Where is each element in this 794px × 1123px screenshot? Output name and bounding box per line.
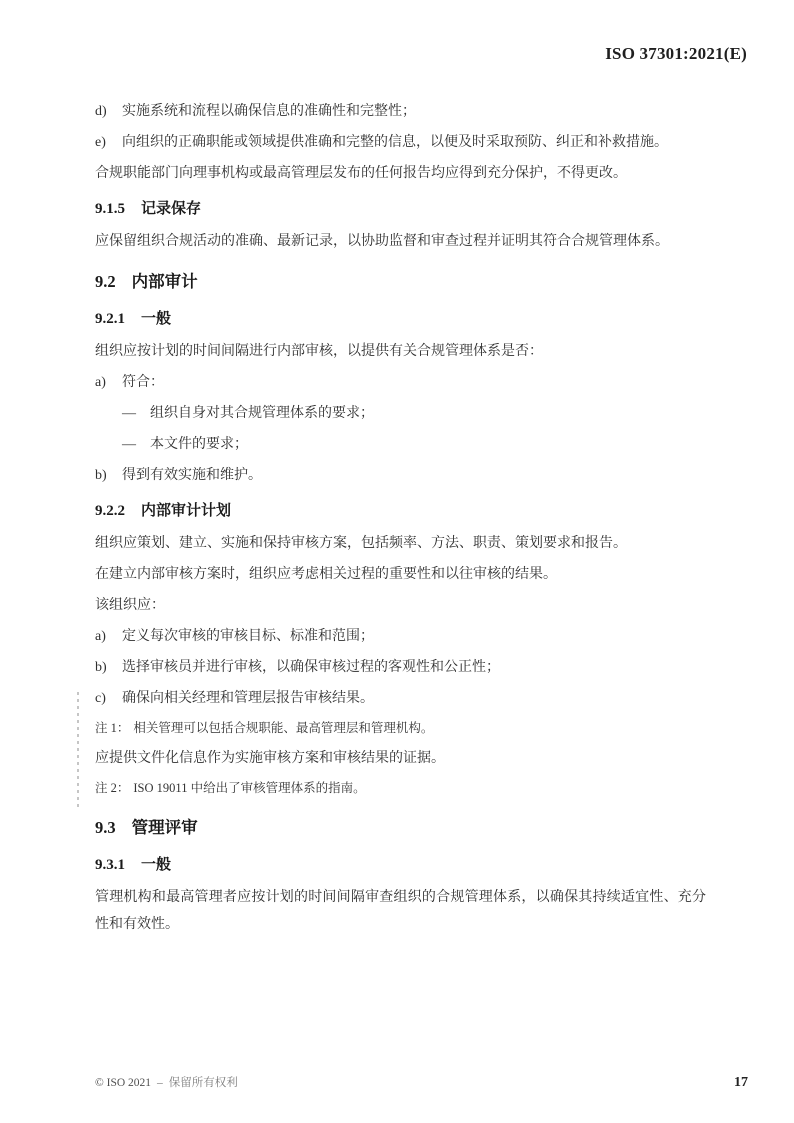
paragraph: 组织应策划、建立、实施和保持审核方案，包括频率、方法、职责、策划要求和报告。 [95, 536, 627, 551]
note-1 [95, 716, 706, 741]
clause-number: 9.3 [95, 818, 116, 837]
dash-icon: — [122, 437, 136, 452]
paragraph: 合规职能部门向理事机构或最高管理层发布的任何报告均应得到充分保护，不得更改。 [95, 166, 627, 181]
note-2 [95, 776, 706, 801]
list-item-text: 实施系统和流程以确保信息的准确性和完整性； [122, 104, 416, 119]
paragraph: 在建立内部审核方案时，组织应考虑相关过程的重要性和以往审核的结果。 [95, 567, 557, 582]
list-item-a [95, 623, 706, 650]
copyright-text: © ISO 2021 [95, 1077, 152, 1089]
clause-number: 9.1.5 [95, 201, 125, 217]
paragraph: 应提供文件化信息作为实施审核方案和审核结果的证据。 [95, 751, 445, 766]
clause-heading-9-2-2 [95, 497, 706, 526]
doc-reference: ISO 37301:2021(E) [605, 44, 747, 63]
list-item-text: 得到有效实施和维护。 [122, 468, 262, 483]
clause-title: 记录保存 [141, 201, 202, 217]
list-item-text: 选择审核员并进行审核，以确保审核过程的客观性和公正性； [122, 660, 500, 675]
clause-number: 9.2.1 [95, 311, 125, 327]
clause-heading-9-3 [95, 812, 706, 843]
list-item-label: d) [95, 104, 107, 119]
dash-list-item [95, 400, 706, 427]
list-item-e [95, 129, 706, 156]
list-item-text: 符合： [122, 375, 164, 390]
note-label: 注 1： [95, 721, 130, 735]
page-content [95, 98, 706, 938]
copyright-separator: – [157, 1077, 163, 1089]
list-item-label: a) [95, 375, 106, 390]
clause-heading-9-3-1 [95, 851, 706, 880]
clause-title: 内部审计计划 [141, 503, 232, 519]
list-item-label: b) [95, 660, 107, 675]
paragraph: 应保留组织合规活动的准确、最新记录，以协助监督和审查过程并证明其符合合规管理体系。 [95, 234, 669, 249]
clause-title: 一般 [141, 311, 172, 327]
clause-number: 9.3.1 [95, 857, 125, 873]
list-item-b [95, 654, 706, 681]
list-item-a [95, 369, 706, 396]
dash-item-text: 本文件的要求； [150, 437, 248, 452]
clause-title: 内部审计 [131, 272, 198, 291]
note-text: 相关管理可以包括合规职能、最高管理层和管理机构。 [133, 721, 434, 735]
scan-artifact-marks [77, 692, 79, 808]
paragraph: 该组织应： [95, 598, 165, 613]
clause-title: 一般 [141, 857, 172, 873]
clause-number: 9.2 [95, 272, 116, 291]
list-item-label: a) [95, 629, 106, 644]
copyright-notice [95, 1074, 238, 1090]
list-item-text: 确保向相关经理和管理层报告审核结果。 [122, 691, 374, 706]
clause-heading-9-2 [95, 266, 706, 297]
list-item-d [95, 98, 706, 125]
page-header [605, 44, 747, 64]
dash-item-text: 组织自身对其合规管理体系的要求； [150, 406, 374, 421]
paragraph: 组织应按计划的时间间隔进行内部审核，以提供有关合规管理体系是否： [95, 344, 543, 359]
list-item-text: 向组织的正确职能或领域提供准确和完整的信息，以便及时采取预防、纠正和补救措施。 [122, 135, 668, 150]
list-item-label: c) [95, 691, 106, 706]
list-item-b [95, 462, 706, 489]
note-text: ISO 19011 中给出了审核管理体系的指南。 [133, 781, 366, 795]
clause-number: 9.2.2 [95, 503, 125, 519]
list-item-label: b) [95, 468, 107, 483]
list-item-c [95, 685, 706, 712]
paragraph: 管理机构和最高管理者应按计划的时间间隔审查组织的合规管理体系，以确保其持续适宜性、充分性和有效性。 [95, 890, 706, 932]
dash-icon: — [122, 406, 136, 421]
clause-heading-9-2-1 [95, 305, 706, 334]
dash-list-item [95, 431, 706, 458]
clause-title: 管理评审 [131, 818, 198, 837]
list-item-text: 定义每次审核的审核目标、标准和范围； [122, 629, 374, 644]
rights-text: 保留所有权利 [168, 1077, 238, 1089]
clause-heading-9-1-5 [95, 195, 706, 224]
list-item-label: e) [95, 135, 106, 150]
note-label: 注 2： [95, 781, 130, 795]
page-number: 17 [734, 1075, 748, 1090]
page-footer [95, 1074, 748, 1091]
